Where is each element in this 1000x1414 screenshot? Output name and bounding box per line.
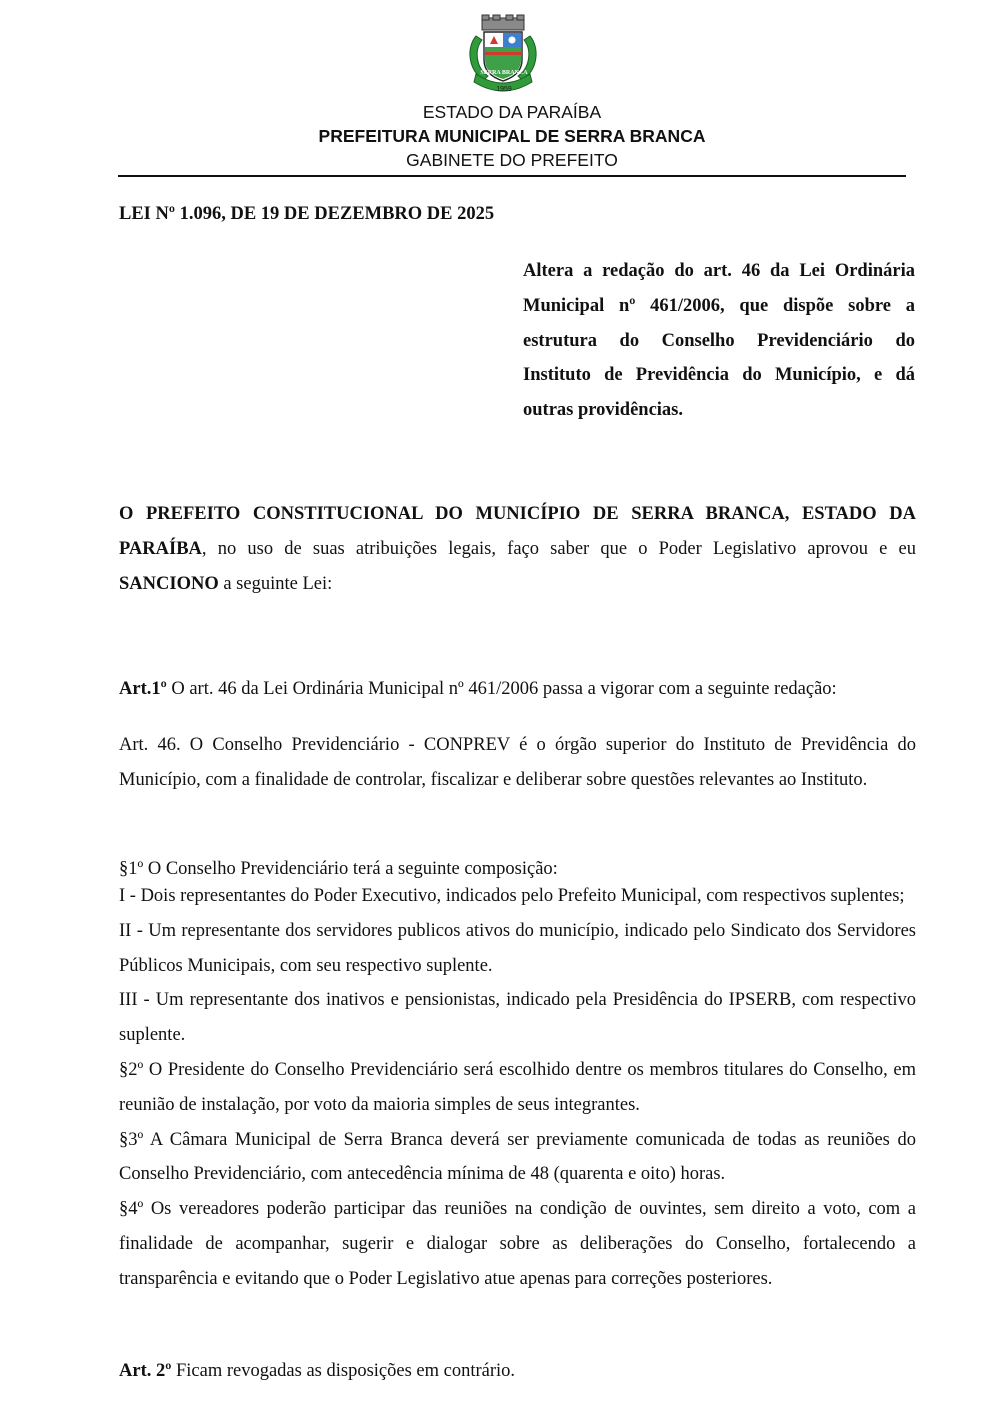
article-2	[119, 1357, 916, 1385]
letterhead-office: GABINETE DO PREFEITO	[406, 150, 618, 170]
letterhead-state: ESTADO DA PARAÍBA	[422, 102, 602, 122]
paragraph-4: §4º Os vereadores poderão participar das reuniões na condição de ouvintes, sem direito a voto, com a finalidade de acompanhar, sugerir e dialogar sobre as deliberações do Conselho, fortalecendo a transparência e evitando que o Poder Legislativo atue apenas para correções posteriores.	[119, 1199, 916, 1289]
article-2-text: Ficam revogadas as disposições em contrário.	[171, 1361, 516, 1381]
crest-year: 1959	[496, 86, 512, 93]
preamble-end: a seguinte Lei:	[218, 573, 333, 594]
article-1	[119, 675, 916, 703]
preamble-text: , no uso de suas atribuições legais, faço saber que o Poder Legislativo aprovou e eu	[201, 538, 916, 559]
article-46-caput: Art. 46. O Conselho Previdenciário - CONPREV é o órgão superior do Instituto de Previdência do Município, com a finalidade de controlar, fiscalizar e deliberar sobre questões relevantes ao Instituto.	[119, 735, 916, 790]
preamble	[119, 497, 916, 601]
item-iii: III - Um representante dos inativos e pensionistas, indicado pela Presidência do IPSERB, com respectivo suplente.	[119, 990, 916, 1046]
article-1-text: O art. 46 da Lei Ordinária Municipal nº 461/2006 passa a vigorar com a seguinte redação:	[166, 679, 837, 699]
preamble-sanction: SANCIONO	[119, 573, 219, 594]
law-ementa: Altera a redação do art. 46 da Lei Ordinária Municipal nº 461/2006, que dispõe sobre a estrutura do Conselho Previdenciário do Instituto de Previdência do Município, e dá outras providências.	[523, 261, 915, 421]
paragraph-3: §3º A Câmara Municipal de Serra Branca deverá ser previamente comunicada de todas as reuniões do Conselho Previdenciário, com antecedência mínima de 48 (quarenta e oito) horas.	[119, 1129, 916, 1185]
municipal-crest-icon	[462, 14, 544, 96]
article-46-items	[119, 879, 916, 1297]
item-ii: II - Um representante dos servidores publicos ativos do município, indicado pelo Sindicato dos Servidores Públicos Municipais, com seu respectivo suplente.	[119, 920, 916, 976]
law-title: LEI Nº 1.096, DE 19 DE DEZEMBRO DE 2025	[119, 204, 495, 224]
header-divider	[118, 175, 906, 177]
paragraph-2: §2º O Presidente do Conselho Previdenciário será escolhido dentre os membros titulares do Conselho, em reunião de instalação, por voto da maioria simples de seus integrantes.	[119, 1059, 916, 1115]
paragraph-1: §1º O Conselho Previdenciário terá a seguinte composição:	[119, 859, 558, 879]
item-i: I - Dois representantes do Poder Executivo, indicados pelo Prefeito Municipal, com respectivos suplentes;	[119, 886, 905, 906]
crest-ribbon-label: SERRA BRANCA	[480, 70, 528, 76]
letterhead-city-hall: PREFEITURA MUNICIPAL DE SERRA BRANCA	[318, 126, 706, 146]
article-1-label: Art.1º	[119, 679, 167, 699]
article-2-label: Art. 2º	[119, 1361, 172, 1381]
preamble-authority: O PREFEITO CONSTITUCIONAL DO MUNICÍPIO DE SERRA BRANCA, ESTADO DA PARAÍBA	[119, 504, 916, 559]
